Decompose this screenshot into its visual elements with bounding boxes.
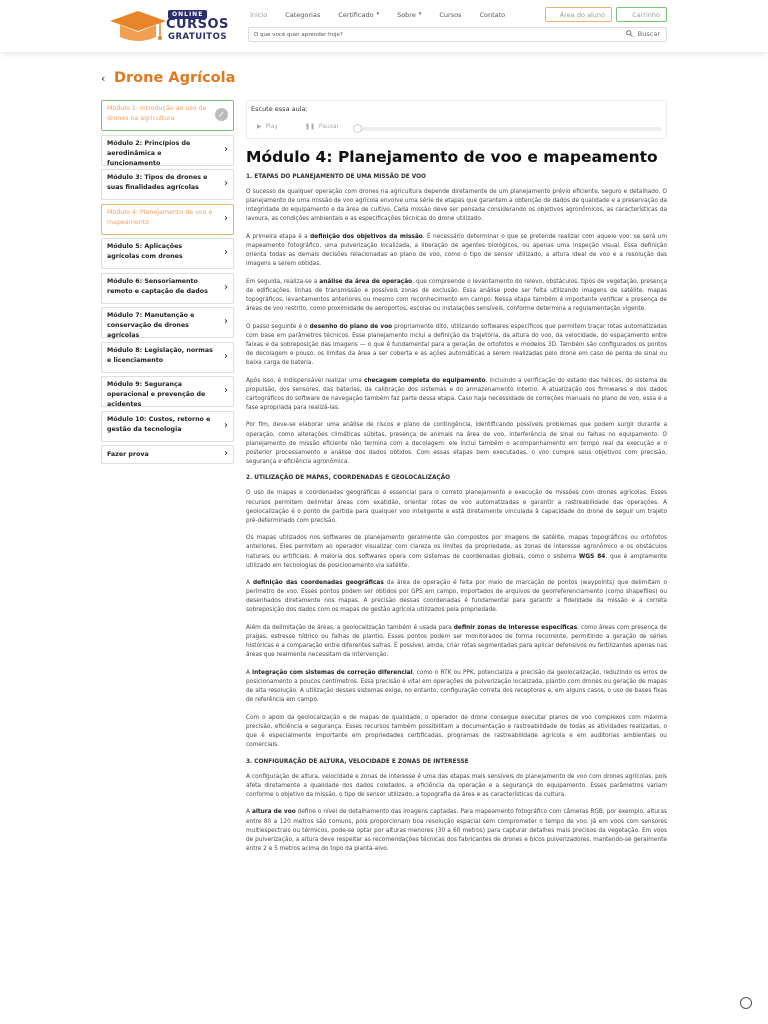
paragraph: A altura de voo define o nível de detalhamento das imagens captadas. Para mapeamento fotográfico com câmeras RGB, por exemplo, alturas entre 80 a 120 metros são comuns, pois proporcionam boa resolução espacial sem comprometer o tempo de voo. Já em voos com sensores multiespectrais ou térmicos, pode-se optar por alturas menores (30 a 60 metros) para capturar detalhes mais precisos da vegetação. Em voos de pulverização, a altura deve respeitar as recomendações técnicas dos fabricantes de drones e bicos pulverizadores, mantendo-se geralmente entre 2 e 5 metros acima do topo da planta-alvo. [246, 809, 667, 852]
sidebar-module-label: Módulo 3: Tipos de drones e suas finalidades agrícolas [107, 174, 208, 191]
sidebar-module-item[interactable] [101, 411, 234, 442]
paragraph: O sucesso de qualquer operação com drones na agricultura depende diretamente de um planejamento prévio eficiente, seguro e detalhado. O planejamento de uma missão de voo agrícola envolve uma série de etapas que garantem a obtenção de dados de qualidade e a preservação da integridade do equipamento e da área de cultivo. Cada missão deve ser pensada considerando os objetivos agronômicos, as características da lavoura, as condições ambientais e as especificações técnicas do drone utilizado. [246, 189, 667, 223]
lesson-content [246, 148, 667, 862]
chevron-right-icon: › [224, 448, 228, 459]
paragraph: Com o apoio da geolocalização e de mapas de qualidade, o operador de drone consegue executar planos de voo complexos com máxima precisão, eficiência e segurança. Esses recursos também possibilitam a documentação e rastreabilidade de todas as atividades realizadas, o que é especialmente importante em propriedades certificadas, programas de rastreabilidade agrícola e em auditorias ambientais ou comerciais. [246, 714, 667, 749]
chevron-right-icon: › [224, 316, 228, 327]
search-input[interactable] [254, 28, 614, 41]
paragraph: O uso de mapas e coordenadas geográficas é essencial para o correto planejamento e execução de missões com drones agrícolas. Esses recursos permitem delimitar áreas com exatidão, orientar rotas de voo automatizadas e garantir a rastreabilidade das operações. A geolocalização é o ponto de partida para qualquer voo inteligente e está diretamente vinculada à capacidade do drone de seguir um trajeto pré-determinado com precisão. [246, 490, 667, 524]
paragraph: Os mapas utilizados nos softwares de planejamento geralmente são compostos por imagens de satélite, mapas topográficos ou ortofotos anteriores. Eles permitem ao operador visualizar com clareza os limites da propriedade, as zonas de interesse agronômico e os obstáculos naturais ou artificiais. A maioria dos softwares opera com sistemas de coordenadas globais, como o sistema WGS 84, que é amplamente utilizado em tecnologias de posicionamento via satélite. [246, 535, 667, 569]
paragraph: Além da delimitação de áreas, a geolocalização também é usada para definir zonas de interesse específicas, como áreas com presença de pragas, estresse hídrico ou falhas de plantio. Esses pontos podem ser monitorados de forma recorrente, permitindo a geração de séries históricas e a comparação entre diferentes safras. É possível, ainda, criar rotas segmentadas para aplicar defensivos ou fertilizantes apenas nas áreas que realmente necessitam da intervenção. [246, 625, 667, 659]
sidebar-module-label: Módulo 2: Princípios de aerodinâmica e funcionamento [107, 139, 191, 167]
sidebar-module-item[interactable] [101, 204, 234, 235]
nav-item[interactable]: Início [250, 11, 268, 19]
cart-button[interactable]: Carrinho [616, 7, 667, 22]
nav-item[interactable]: Sobre [397, 11, 416, 19]
logo-gratuitos-text: GRATUITOS [168, 32, 227, 42]
sidebar-module-item[interactable] [101, 273, 234, 304]
chevron-right-icon: › [224, 178, 228, 189]
sidebar-module-item[interactable] [101, 445, 234, 464]
course-title: Drone Agrícola [114, 70, 236, 86]
site-header [0, 0, 768, 52]
pause-label: Pausar [318, 123, 339, 130]
chevron-right-icon: › [224, 143, 228, 155]
paragraph: A primeira etapa é a definição dos objetivos da missão. É necessário determinar o que se pretende realizar com aquele voo: se será um mapeamento fotográfico, uma pulverização localizada, a liberação de agentes biológicos, ou apenas uma inspeção visual. Essa definição orienta todas as demais decisões relacionadas ao plano de voo, como o tipo de sensor utilizado, a altura ideal de voo e a resolução das imagens a serem obtidas. [246, 233, 667, 268]
sidebar-module-label: Módulo 6: Sensoriamento remoto e captação de dados [107, 277, 208, 295]
student-area-button[interactable]: Área do aluno [545, 7, 612, 22]
search-button-label: Buscar [637, 30, 660, 38]
sidebar-module-item[interactable] [101, 307, 234, 338]
audio-progress-track[interactable] [354, 127, 662, 131]
paragraph: A configuração de altura, velocidade e zonas de interesse é uma das etapas mais sensíveis do planejamento de voo com drones agrícolas, pois afeta diretamente a qualidade dos dados coletados, a eficiência da operação e a segurança do equipamento. Esses parâmetros variam conforme o objetivo da missão, o tipo de sensor utilizado, a topografia da área e as características da cultura. [246, 773, 667, 798]
sidebar-module-label: Módulo 1: Introdução ao uso de drones na agricultura [107, 105, 207, 122]
paragraph: Em seguida, realiza-se a análise da área de operação, que compreende o levantamento do relevo, obstáculos, tipos de vegetação, presença de edificações, linhas de transmissão e possíveis zonas de exclusão. Essa análise pode ser feita utilizando imagens de satélite, mapas topográficos, levantamentos anteriores ou mesmo com reconhecimento em campo. Nessa etapa também é importante verificar a presença de áreas de voo restrito, como proximidade de aeroportos, escolas ou instalações sensíveis, conforme determina a regulamentação vigente. [246, 278, 667, 313]
paragraph: O passo seguinte é o desenho do plano de voo propriamente dito, utilizando softwares específicos que permitem traçar rotas automatizadas com base em parâmetros técnicos. Esse planejamento inclui a definição da trajetória, da altura do voo, da velocidade, do espaçamento entre faixas e da sobreposição das imagens — o que é fundamental para a geração de ortofotos e modelos 3D. Também são configurados os pontos de decolagem e pouso, os limites da área a ser coberta e as ações automáticas a serem realizadas pelo drone em caso de perda de sinal ou baixa carga de bateria. [246, 323, 668, 366]
sidebar-module-item[interactable] [101, 342, 234, 373]
audio-label: Escute essa aula: [251, 105, 308, 113]
sidebar-module-label: Módulo 4: Planejamento de voo e mapeamento [107, 208, 213, 226]
sidebar-module-item[interactable] [101, 376, 234, 407]
sidebar-module-label: Módulo 8: Legislação, normas e licenciamento [107, 346, 213, 364]
logo-online-text: ONLINE [168, 10, 207, 19]
paragraph: Após isso, é indispensável realizar uma checagem completa do equipamento, incluindo a verificação do estado das hélices, do sistema de propulsão, dos sensores, das baterias, da calibração dos sistemas e do armazenamento interno. A atualização dos firmwares e dos dados cartográficos do software de navegação também faz parte dessa etapa. Caso haja necessidade de correções manuais no plano de voo, essa é a fase apropriada para realizá-las. [246, 377, 667, 411]
sidebar-module-item[interactable] [101, 100, 234, 131]
nav-item[interactable]: Certificado [338, 11, 374, 19]
logo-cursos-text: CURSOS [166, 17, 229, 32]
section-heading: 2. UTILIZAÇÃO DE MAPAS, COORDENADAS E GEOLOCALIZAÇÃO [246, 475, 451, 482]
sidebar-module-label: Módulo 5: Aplicações agrícolas com drones [107, 243, 183, 260]
module-title: Módulo 4: Planejamento de voo e mapeamento [246, 148, 658, 166]
module-sidebar [101, 100, 234, 468]
whatsapp-icon[interactable] [740, 997, 752, 1009]
audio-player [246, 100, 667, 139]
chevron-right-icon: › [224, 385, 228, 396]
section-heading: 1. ETAPAS DO PLANEJAMENTO DE UMA MISSÃO DE VOO [246, 174, 426, 180]
nav-item[interactable]: Contato [479, 11, 506, 19]
chevron-down-icon: ▾ [376, 11, 380, 17]
paragraph: Por fim, deve-se elaborar uma análise de riscos e plano de contingência, identificando possíveis problemas que podem surgir durante a operação, como alterações climáticas súbitas, presença de animais na área de voo, interferência de sinal ou falhas no equipamento. O planejamento de missão eficiente não termina com a decolagem: ele inclui também o acompanhamento em tempo real da execução e o posterior processamento e análise dos dados obtidos. Com essas etapas bem executadas, o voo cumpre seus objetivos com precisão, segurança e eficiência agronômica. [246, 422, 667, 465]
paragraph: A definição das coordenadas geográficas da área de operação é feita por meio de marcação de pontos (waypoints) que delimitam o perímetro de voo. Esses pontos podem ser obtidos por GPS em campo, importados de arquivos de georreferenciamento (como shapefiles) ou desenhados diretamente nos mapas. A precisão dessas coordenadas é fundamental para garantir a fidelidade da missão e a correta sobreposição dos dados com os mapas de gestão agrícola utilizados pela propriedade. [246, 580, 668, 614]
sidebar-module-label: Fazer prova [107, 451, 149, 458]
sidebar-module-item[interactable] [101, 238, 234, 269]
site-logo[interactable] [108, 7, 228, 47]
chevron-right-icon: › [224, 350, 228, 362]
sidebar-module-label: Módulo 9: Segurança operacional e prevenção de acidentes [107, 381, 206, 408]
search-bar [248, 27, 667, 42]
main-nav [250, 11, 523, 19]
chevron-right-icon: › [224, 247, 228, 258]
play-button[interactable]: ▶ Play [257, 123, 278, 130]
back-chevron-icon[interactable]: ‹ [101, 72, 106, 85]
chevron-down-icon: ▾ [418, 11, 422, 17]
check-icon: ✓ [215, 108, 228, 121]
section-heading: 3. CONFIGURAÇÃO DE ALTURA, VELOCIDADE E ZONAS DE INTERESSE [246, 758, 469, 765]
play-label: Play [265, 123, 278, 130]
search-icon [626, 30, 633, 37]
sidebar-module-label: Módulo 7: Manutenção e conservação de drones agrícolas [107, 312, 195, 339]
nav-item[interactable]: Categorias [285, 11, 321, 19]
sidebar-module-label: Módulo 10: Custos, retorno e gestão da tecnologia [107, 415, 211, 433]
chevron-right-icon: › [224, 281, 228, 293]
sidebar-module-item[interactable] [101, 169, 234, 200]
search-button[interactable] [626, 30, 660, 38]
sidebar-module-item[interactable] [101, 135, 234, 166]
audio-progress-handle[interactable] [353, 124, 362, 133]
chevron-right-icon: › [224, 212, 228, 224]
chevron-right-icon: › [224, 419, 228, 431]
paragraph: A integração com sistemas de correção diferencial, como o RTK ou PPK, potencializa a precisão da geolocalização, reduzindo os erros de posicionamento a poucos centímetros. Essa precisão é vital em operações de pulverização localizada, plantio com drones ou geração de mapas de alta resolução. A utilização desses sistemas exige, no entanto, configuração correta dos receptores e, em alguns casos, o uso de bases fixas de referência em campo. [246, 669, 668, 704]
pause-button[interactable]: ❚❚ Pausar [305, 123, 339, 130]
nav-item[interactable]: Cursos [439, 11, 462, 19]
graduation-cap-icon [108, 7, 168, 47]
